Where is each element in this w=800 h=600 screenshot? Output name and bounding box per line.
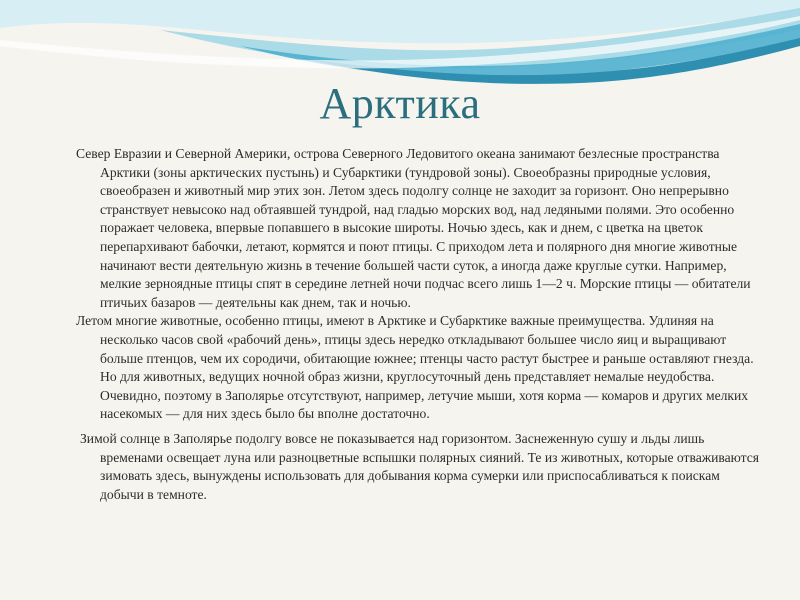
paragraph-summer-arctic: Север Евразии и Северной Америки, острова Северного Ледовитого океана занимают безлесные пространства Арктики (зоны арктических пустынь) и Субарктики (тундровой зоны). Своеобразны природные условия, своеобразен и животный мир этих зон. Летом здесь подолгу солнце не заходит за горизонт. Оно непрерывно странствует невысоко над обтаявшей тундрой, над гладью морских вод, над ледяными полями. Это особенно поражает человека, впервые попавшего в высокие широты. Ночью здесь, как и днем, с цветка на цветок перепархивают бабочки, летают, кормятся и поют птицы. С приходом лета и полярного дня многие животные начинают вести деятельную жизнь в течение большей части суток, а иногда даже круглые сутки. Например, мелкие зерноядные птицы спят в середине летней ночи подчас всего лишь 1—2 ч. Морские птицы — обитатели птичьих базаров — деятельны как днем, так и ночью. (76, 146, 751, 310)
slide-body (76, 145, 766, 504)
decorative-waves (0, 0, 800, 90)
paragraph-winter: Зимой солнце в Заполярье подолгу вовсе не показывается над горизонтом. Заснеженную сушу и льды лишь временами освещает луна или разноцветные вспышки полярных сияний. Те из животных, которые отваживаются зимовать здесь, вынуждены использовать для добывания корма сумерки или приспосабливаться к поискам добычи в темноте. (80, 430, 760, 502)
paragraph-summer-advantages: Летом многие животные, особенно птицы, имеют в Арктике и Субарктике важные преимущества. Удлиняя на несколько часов свой «рабочий день», птицы здесь нередко откладывают большее число яиц и выращивают больше птенцов, чем их сородичи, обитающие южнее; птенцы часто растут быстрее и раньше оставляют гнезда. Но для животных, ведущих ночной образ жизни, круглосуточный день представляет немалые неудобства. Очевидно, поэтому в Заполярье отсутствуют, например, летучие мыши, хотя корма — комаров и других мелких насекомых — для них здесь было бы вполне достаточно. (76, 313, 754, 422)
slide-title: Арктика (319, 79, 481, 128)
